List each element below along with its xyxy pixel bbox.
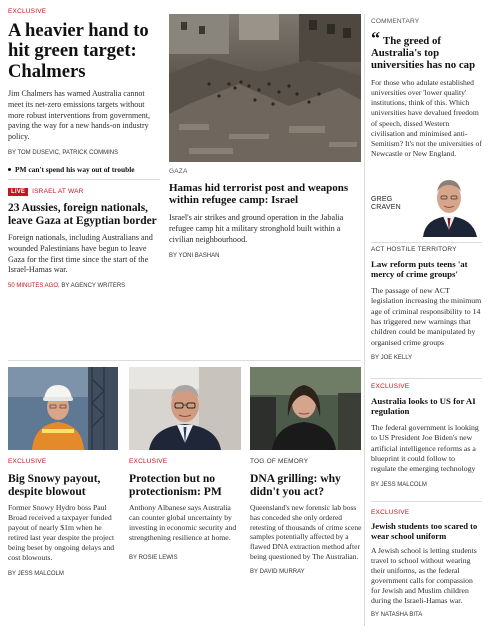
- story-kicker: GAZA: [169, 168, 188, 175]
- author-block[interactable]: [371, 172, 482, 237]
- forensic-lab-boss-photo[interactable]: [250, 367, 361, 450]
- story-byline: BY JOE KELLY: [371, 355, 413, 362]
- gaza-border-summary: Foreign nationals, including Australians and wounded Palestinians have begun to leave Gaza for the first time since the start of the Israel-Hamas war.: [8, 232, 153, 275]
- story-kicker: ISRAEL AT WAR: [32, 188, 84, 195]
- greg-craven-portrait: [417, 172, 481, 237]
- author-first-name: GREG: [371, 196, 393, 203]
- story-kicker: EXCLUSIVE: [371, 383, 410, 390]
- timestamp: 50 MINUTES AGO,: [8, 283, 60, 290]
- ai-story[interactable]: [371, 383, 482, 488]
- story-byline: BY JESS MALCOLM: [371, 481, 427, 488]
- story-kicker: ACT HOSTILE TERRITORY: [371, 246, 457, 253]
- related-link-label: PM can't spend his way out of trouble: [15, 165, 135, 175]
- column-divider: [364, 14, 365, 626]
- divider: [8, 179, 160, 180]
- ai-headline[interactable]: Australia looks to US for AI regulation: [371, 396, 476, 416]
- story-byline: BY NATASHA BITA: [371, 612, 423, 619]
- story-meta: [8, 283, 160, 289]
- story-byline: BY DAVID MURRAY: [250, 568, 305, 575]
- divider: [371, 501, 482, 502]
- protection-headline[interactable]: Protection but no protectionism: PM: [129, 472, 222, 499]
- protection-summary: Anthony Albanese says Australia can counter global uncertainty by investing in economic security and strengthening resilience at home.: [129, 503, 237, 543]
- snowy-hydro-worker-photo[interactable]: [8, 367, 118, 450]
- story-kicker: EXCLUSIVE: [129, 458, 168, 465]
- author-last-name: CRAVEN: [371, 204, 401, 212]
- divider: [8, 360, 361, 361]
- story-byline: BY ROSIE LEWIS: [129, 555, 178, 562]
- dna-story[interactable]: [250, 458, 362, 575]
- protection-story[interactable]: [129, 458, 243, 561]
- lead-summary: Jim Chalmers has warned Australia cannot meet its net-zero emissions targets without more robust interventions from government, paving the way for a new hands-on industry policy.: [8, 89, 150, 141]
- story-kicker-row: [8, 188, 160, 196]
- story-byline: BY JESS MALCOLM: [8, 571, 64, 578]
- live-badge: LIVE: [8, 188, 28, 196]
- dna-summary: Queensland's new forensic lab boss has conceded she only ordered retesting of thousands of crime scene samples potentially affected by a flawed DNA extraction method after being questioned by The Australian.: [250, 503, 362, 561]
- act-summary: The passage of new ACT legislation increasing the minimum age of criminal responsibility to 14 has triggered new warnings that children could be manipulated by organised crime groups: [371, 285, 482, 347]
- story-byline: BY YONI BASHAN: [169, 252, 220, 259]
- quote-icon: “: [371, 28, 380, 48]
- story-byline: BY AGENCY WRITERS: [61, 283, 126, 290]
- commentary-headline-text: The greed of Australia's top universities has no cap: [371, 35, 476, 72]
- snowy-story[interactable]: [8, 458, 120, 577]
- divider: [371, 378, 482, 379]
- gaza-camp-headline[interactable]: Hamas hid terrorist post and weapons within refugee camp: Israel: [169, 182, 349, 207]
- story-kicker: EXCLUSIVE: [371, 509, 410, 516]
- related-link[interactable]: [8, 165, 160, 174]
- jewish-story[interactable]: [371, 509, 482, 618]
- story-kicker: COMMENTARY: [371, 18, 420, 25]
- lead-byline: BY TOM DUSEVIC, PATRICK COMMINS: [8, 150, 119, 157]
- lead-headline[interactable]: A heavier hand to hit green target: Chalmers: [8, 20, 149, 82]
- gaza-border-headline[interactable]: 23 Aussies, foreign nationals, leave Gaza at Egyptian border: [8, 202, 157, 227]
- gaza-camp-story[interactable]: [169, 168, 361, 259]
- anthony-albanese-photo[interactable]: [129, 367, 241, 450]
- gaza-border-story[interactable]: [8, 188, 160, 289]
- act-headline[interactable]: Law reform puts teens 'at mercy of crime groups': [371, 259, 468, 279]
- story-kicker: EXCLUSIVE: [8, 458, 47, 465]
- story-kicker: EXCLUSIVE: [8, 8, 47, 15]
- divider: [371, 242, 482, 243]
- author-name: [371, 196, 401, 213]
- snowy-headline[interactable]: Big Snowy payout, despite blowout: [8, 472, 101, 499]
- dna-headline[interactable]: DNA grilling: why didn't you act?: [250, 472, 341, 499]
- commentary-headline[interactable]: [371, 28, 482, 72]
- jewish-summary: A Jewish school is letting students travel to school without wearing their uniforms, as the federal government calls for compassion for Jewish and Muslim children during the Israeli-Hamas war.: [371, 546, 477, 606]
- jewish-headline[interactable]: Jewish students too scared to wear school uniform: [371, 521, 478, 541]
- ai-summary: The federal government is looking to US President Joe Biden's new artificial intelligence reforms as a blueprint it could follow to regulate the emerging technology: [371, 422, 479, 474]
- snowy-summary: Former Snowy Hydro boss Paul Broad received a taxpayer funded payout of nearly $1m when he retired last year despite the project being beset by ongoing delays and cost blowouts.: [8, 503, 115, 563]
- act-story[interactable]: [371, 246, 482, 361]
- commentary-summary: For those who adulate established universities over 'lower quality' institutions, think of this. Which universities have devalued freedom of speech, dissed Western civilisation and minimised anti-Semitism? It's not the universities of Newcastle or New England.: [371, 77, 482, 159]
- gaza-rubble-photo[interactable]: [169, 14, 361, 162]
- bullet-icon: [8, 168, 11, 171]
- story-kicker: TOG OF MEMORY: [250, 458, 309, 465]
- gaza-camp-summary: Israel's air strikes and ground operation in the Jabalia refugee camp hit a military stronghold built within a civilian neighbourhood.: [169, 212, 344, 244]
- commentary-story[interactable]: [371, 18, 482, 160]
- lead-story[interactable]: [8, 8, 160, 174]
